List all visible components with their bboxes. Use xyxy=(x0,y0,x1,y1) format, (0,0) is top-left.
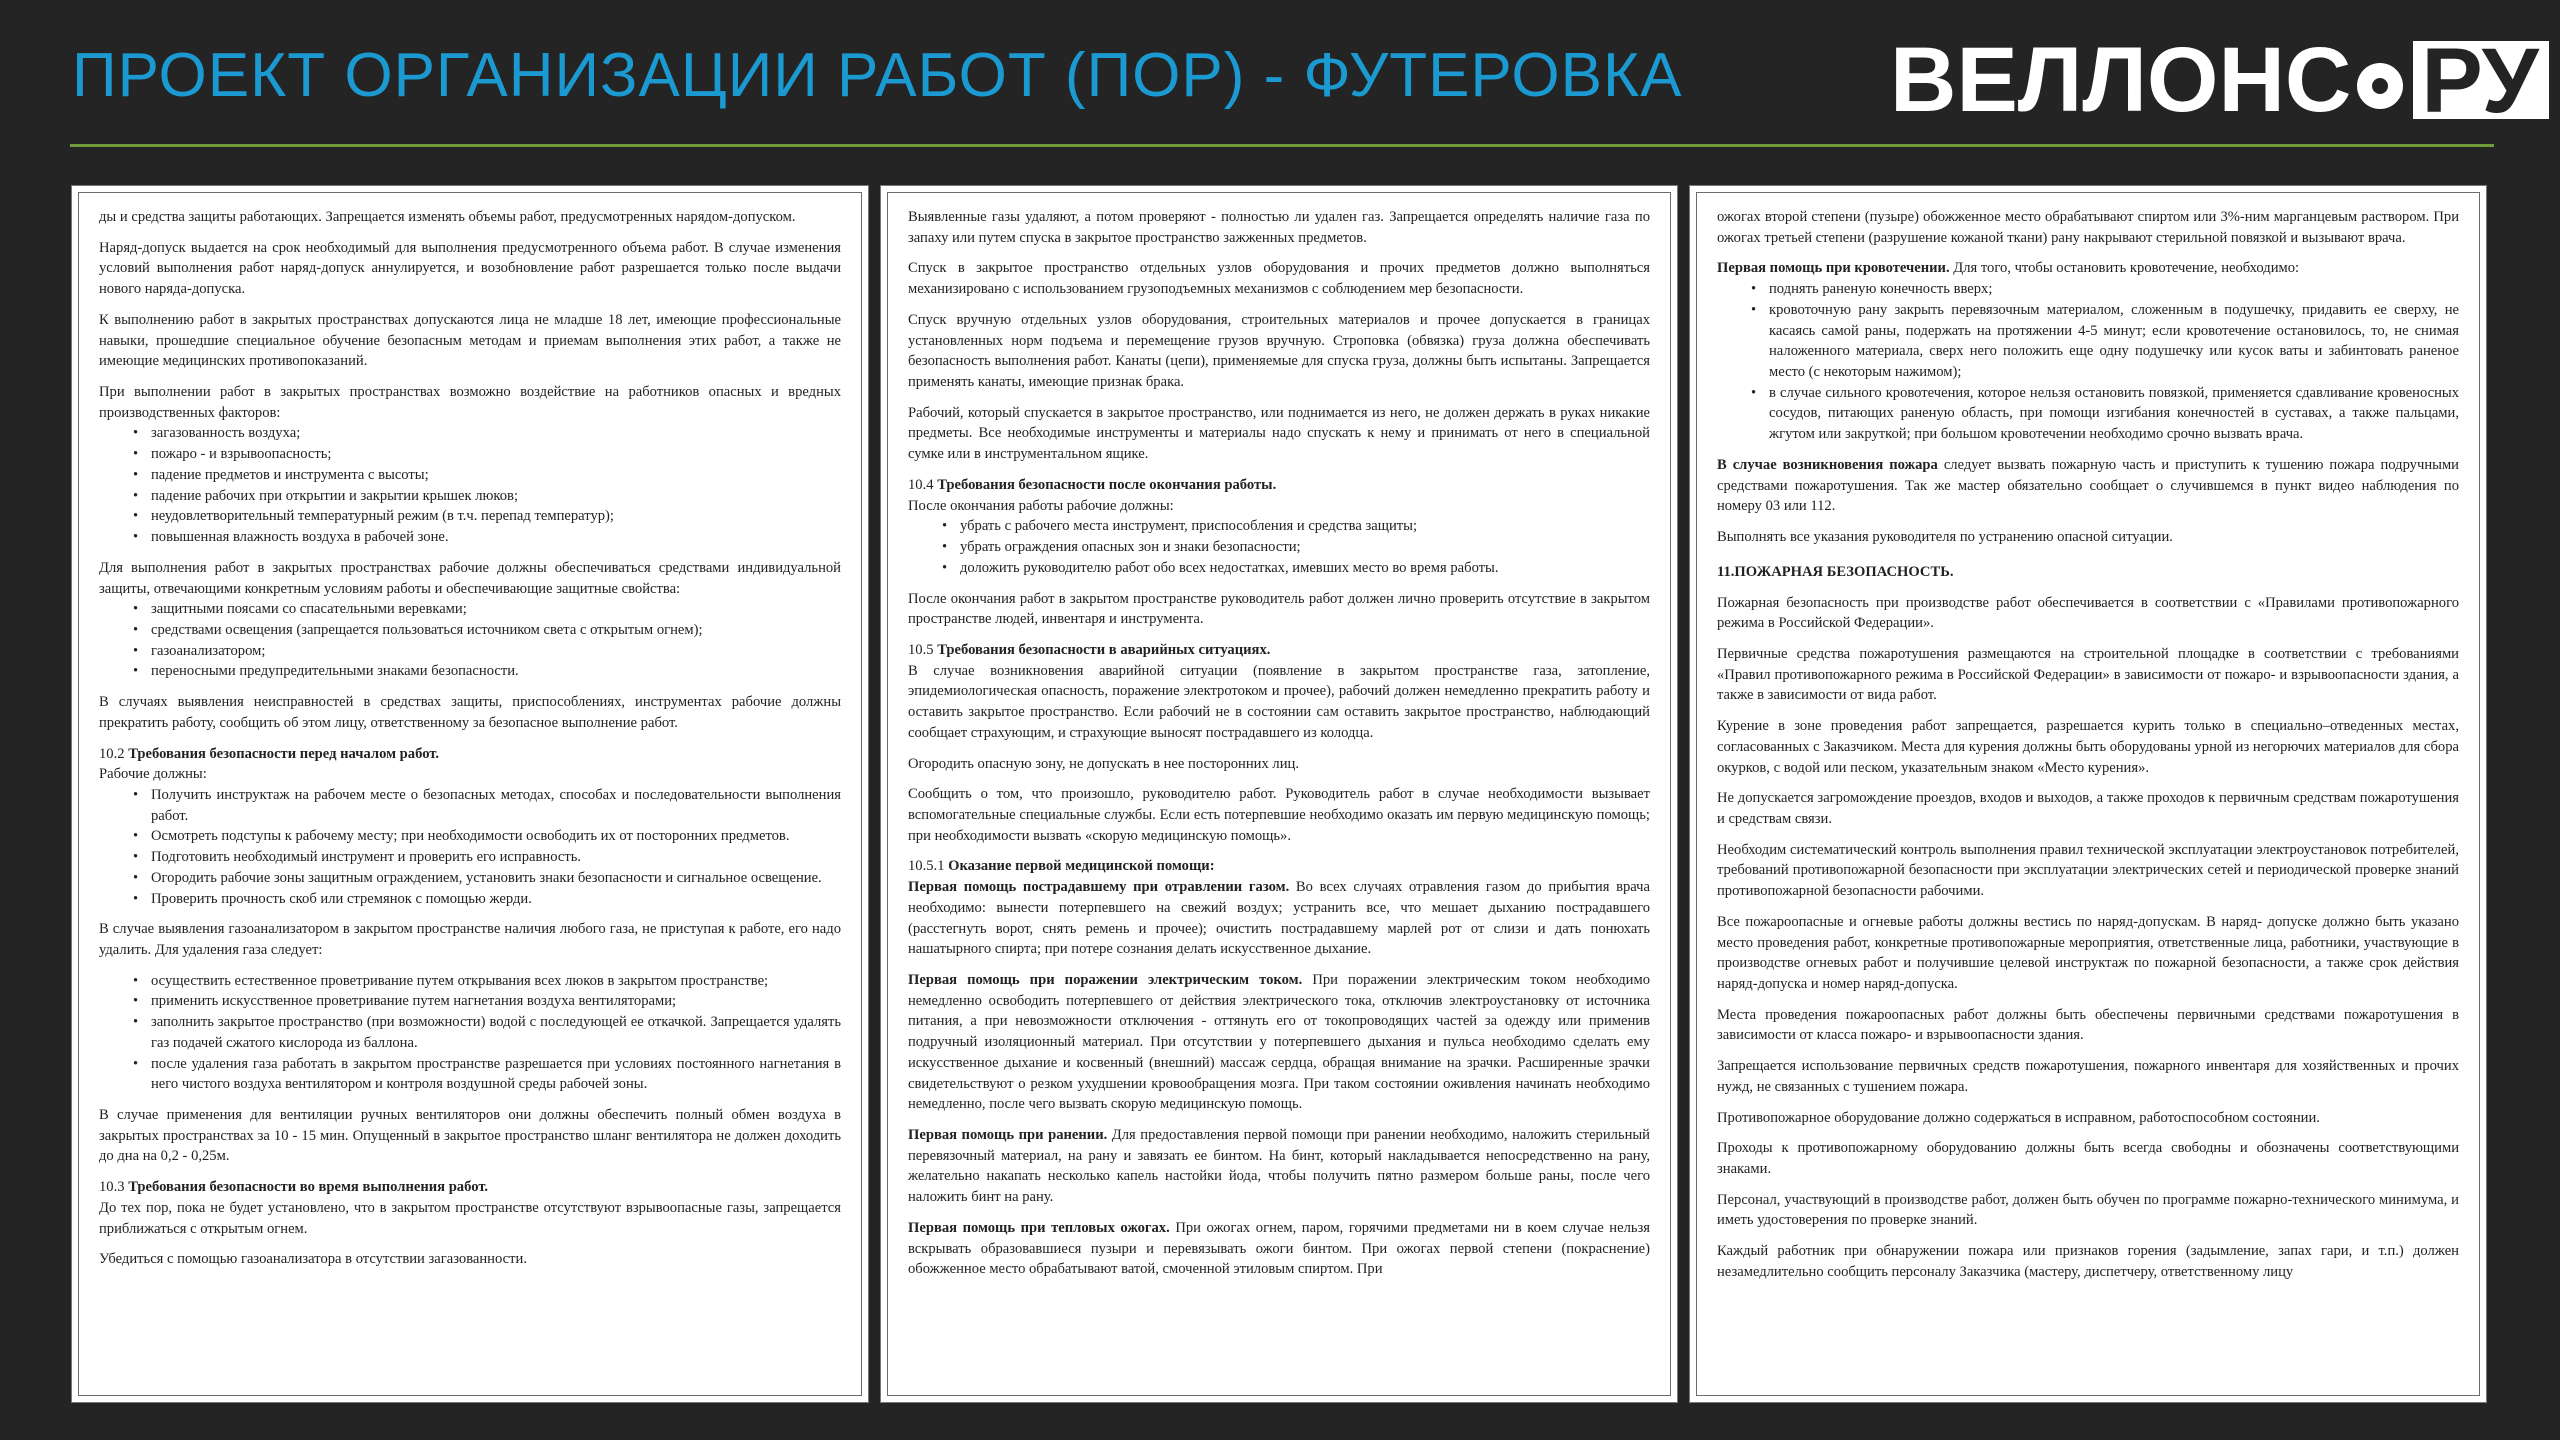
paragraph: При выполнении работ в закрытых пространствах возможно воздействие на работников опасных и вредных производственных факторов: xyxy=(99,384,841,421)
paragraph: ды и средства защиты работающих. Запрещается изменять объемы работ, предусмотренных нарядом-допуском. xyxy=(99,209,796,225)
paragraph xyxy=(908,877,1650,960)
list-item: • неудовлетворительный температурный режим (в т.ч. перепад температур); xyxy=(99,506,841,527)
list-item: • переносными предупредительными знаками безопасности. xyxy=(99,661,841,682)
list-item: • доложить руководителю работ обо всех недостатках, имевших место во время работы. xyxy=(908,558,1650,579)
header-divider xyxy=(70,144,2494,147)
bullet-list xyxy=(908,516,1650,578)
section-heading xyxy=(908,475,1650,496)
paragraph: Рабочий, который спускается в закрытое пространство, или поднимается из него, не должен держать в руках никакие предметы. Все необходимые инструменты и материалы надо спускать к нему и принимать от него в специальной сумке или в инструментальном ящике. xyxy=(908,404,1650,463)
paragraph: Курение в зоне проведения работ запрещается, разрешается курить только в специально–отведенных местах, согласованных с Заказчиком. Места для курения должны быть оборудованы урной из негорючих материалов для сбора окурков, с водой или песком, указательным знаком «Место курения». xyxy=(1717,718,2459,776)
paragraph: До тех пор, пока не будет установлено, что в закрытом пространстве отсутствуют взрывоопасные газы, запрещается приближаться с открытым огнем. xyxy=(99,1199,841,1237)
paragraph: Места проведения пожароопасных работ должны быть обеспечены первичными средствами пожаротушения в зависимости от класса пожаро- и взрывоопасности здания. xyxy=(1717,1006,2459,1044)
list-item: • заполнить закрытое пространство (при возможности) водой с последующей ее откачкой. Запрещается удалять газ подачей сжатого кислорода из баллона. xyxy=(99,1012,841,1053)
paragraph xyxy=(908,1218,1650,1280)
page-title: ПРОЕКТ ОРГАНИЗАЦИИ РАБОТ (ПОР) - ФУТЕРОВКА xyxy=(72,41,1683,110)
paragraph-text: При поражении электрическим током необходимо немедленно освободить потерпевшего от действия электрического тока, отключив электроустановку от источника питания, а при невозможности отключения - оттянуть его от токопроводящих частей за одежду или применив подручный изоляционный материал. При отсутствии у потерпевшего дыхания и пульса необходимо сделать ему искусственное дыхание и косвенный (внешний) массаж сердца, обращая внимание на зрачки. Расширенные зрачки свидетельствуют о резком ухудшении кровообращения мозга. При таком состоянии оживления начинать необходимо немедленно, после чего вызвать скорую медицинскую помощь. xyxy=(908,972,1651,1113)
paragraph: В случаях выявления неисправностей в средствах защиты, приспособлениях, инструментах рабочие должны прекратить работу, сообщить об этом лицу, ответственному за безопасное выполнение работ. xyxy=(99,694,841,731)
section-title: Оказание первой медицинской помощи: xyxy=(948,858,1215,875)
paragraph: После окончания работ в закрытом пространстве руководитель работ должен лично проверить отсутствие в закрытом пространстве людей, инвентаря и инструмента. xyxy=(908,590,1650,628)
paragraph: Огородить опасную зону, не допускать в нее посторонних лиц. xyxy=(908,755,1299,772)
paragraph: Рабочие должны: xyxy=(99,766,207,783)
paragraph xyxy=(908,970,1650,1115)
list-item: • Подготовить необходимый инструмент и проверить его исправность. xyxy=(99,847,841,868)
paragraph: Запрещается использование первичных средств пожаротушения, пожарного инвентаря для хозяйственных и прочих нужд, не связанных с тушением пожара. xyxy=(1717,1058,2459,1095)
paragraph: В случае применения для вентиляции ручных вентиляторов они должны обеспечить полный обмен воздуха в закрытых пространствах за 10 - 15 мин. Опущенный в закрытое пространство шланг вентилятора не должен доходить до дна на 0,2 - 0,25м. xyxy=(99,1107,841,1165)
paragraph-lead: Первая помощь пострадавшему при отравлении газом. xyxy=(908,879,1290,896)
paragraph-text: следует вызвать пожарную часть и приступить к тушению пожара подручными средствами пожаротушения. Так же мастер обязательно сообщает о случившемся в пункт видео наблюдения по номеру 03 или 112. xyxy=(1717,456,2459,515)
paragraph: Для выполнения работ в закрытых пространствах рабочие должны обеспечиваться средствами индивидуальной защиты, отвечающими конкретным условиям работы и обеспечивающие защитные свойства: xyxy=(99,559,841,597)
paragraph: Сообщить о том, что произошло, руководителю работ. Руководитель работ в случае необходимости вызывает вспомогательные специальные службы. Если есть потерпевшие необходимо оказать им первую медицинскую помощь; при необходимости вызвать «скорую медицинскую помощь». xyxy=(908,786,1650,844)
list-item: • пожаро - и взрывоопасность; xyxy=(99,444,841,465)
paragraph-text: Для предоставления первой помощи при ранении необходимо, наложить стерильный перевязочный материал, на рану и завязать ее бинтом. На бинт, который накладывается непосредственно на рану, желательно накапать несколько капель настойки йода, чтобы получить пятно размером больше раны, после чего наложить бинт на рану. xyxy=(908,1127,1650,1206)
paragraph-text: Во всех случаях отравления газом до прибытия врача необходимо: вынести потерпевшего на свежий воздух; устранить все, что мешает дыханию пострадавшего (расстегнуть ворот, снять ремень и прочее); очистить пострадавшему марлей рот от слизи и дать понюхать нашатырного спирта; при потере сознания делать искусственное дыхание. xyxy=(908,879,1650,958)
section-number: 10.3 xyxy=(99,1179,129,1196)
list-item: • поднять раненую конечность вверх; xyxy=(1717,279,2459,300)
paragraph: К выполнению работ в закрытых пространствах допускаются лица не младше 18 лет, имеющие профессиональные навыки, прошедшие специальное обучение безопасным методам и приемам выполнения этих работ, а также не имеющие медицинских противопоказаний. xyxy=(99,311,841,370)
paragraph-lead: Первая помощь при поражении электрическим током. xyxy=(908,972,1303,988)
section-title: 11.ПОЖАРНАЯ БЕЗОПАСНОСТЬ. xyxy=(1717,563,1954,580)
paragraph: Первичные средства пожаротушения размещаются на строительной площадке в соответствии с требованиями «Правил противопожарного режима в Российской Федерации» в зависимости от пожаро- и взрывоопасности здания, а также в зависимости от вида работ. xyxy=(1717,645,2459,704)
paragraph: Все пожароопасные и огневые работы должны вестись по наряд-допускам. В наряд- допуске должно быть указано место проведения работ, конкретные противопожарные мероприятия, ответственные лица, работники, участвующие в производстве огневых работ и получившие целевой инструктаж по пожарной безопасности, а также срок действия наряд-допуска и номер наряд-допуска. xyxy=(1717,913,2459,992)
logo-dot-icon xyxy=(2357,63,2403,109)
list-item: • падение рабочих при открытии и закрытии крышек люков; xyxy=(99,486,841,507)
paragraph: Противопожарное оборудование должно содержаться в исправном, работоспособном состоянии. xyxy=(1717,1109,2320,1126)
section-title: Требования безопасности во время выполнения работ. xyxy=(128,1179,489,1196)
list-item: • Получить инструктаж на рабочем месте о безопасных методах, способах и последовательности выполнения работ. xyxy=(99,785,841,826)
list-item: • осуществить естественное проветривание путем открывания всех люков в закрытом пространстве; xyxy=(99,971,841,992)
list-item: • Осмотреть подступы к рабочему месту; при необходимости освободить их от посторонних предметов. xyxy=(99,826,841,847)
section-title: Требования безопасности после окончания работы. xyxy=(937,476,1277,493)
list-item: • повышенная влажность воздуха в рабочей зоне. xyxy=(99,527,841,548)
list-item: • Проверить прочность скоб или стремянок с помощью жерди. xyxy=(99,889,841,910)
list-item: • Огородить рабочие зоны защитным ограждением, установить знаки безопасности и сигнальное освещение. xyxy=(99,868,841,889)
bullet-list xyxy=(99,785,841,909)
paragraph: Наряд-допуск выдается на срок необходимый для выполнения предусмотренного объема работ. В случае изменения условий выполнения работ наряд-допуск аннулируется, и возобновление работ разрешается только после выдачи нового наряда-допуска. xyxy=(99,239,841,298)
brand-logo[interactable] xyxy=(1890,28,2549,132)
paragraph: Необходим систематический контроль выполнения правил технической эксплуатации электроустановок потребителей, требований противопожарной безопасности при эксплуатации электрических сетей и периодической проверке знаний противопожарной безопасности рабочими. xyxy=(1717,841,2459,900)
paragraph: В случае возникновения аварийной ситуации (появление в закрытом пространстве газа, затопление, эпидемиологическая опасность, поражение электротоком и прочее), рабочий должен немедленно прекратить работу и оставить закрытое пространство. Если рабочий не в состоянии сам оставить закрытое пространство, наблюдающий сообщает страхующим, и страхующие выносят пострадавшего из колодца. xyxy=(908,662,1650,741)
paragraph-lead: Первая помощь при ранении. xyxy=(908,1127,1108,1144)
list-item: • после удаления газа работать в закрытом пространстве разрешается при условиях постоянного нагнетания в него чистого воздуха вентилятором и контроля воздушной среды рабочей зоны. xyxy=(99,1054,841,1095)
bullet-list xyxy=(1717,279,2459,445)
paragraph xyxy=(1717,258,2459,279)
paragraph-lead: В случае возникновения пожара xyxy=(1717,456,1938,473)
section-heading xyxy=(908,640,1650,661)
paragraph: Убедиться с помощью газоанализатора в отсутствии загазованности. xyxy=(99,1251,527,1268)
paragraph: Выявленные газы удаляют, а потом проверяют - полностью ли удален газ. Запрещается определять наличие газа по запаху или путем спуска в закрытое пространство зажженных предметов. xyxy=(908,209,1650,246)
section-heading xyxy=(99,1177,841,1198)
section-title: Требования безопасности перед началом работ. xyxy=(128,745,440,762)
paragraph: Каждый работник при обнаружении пожара или признаков горения (задымление, запах гари, и т.п.) должен незамедлительно сообщить персоналу Заказчика (мастеру, диспетчеру, ответственному лицу xyxy=(1717,1243,2459,1280)
bullet-list xyxy=(99,971,841,1095)
paragraph: Выполнять все указания руководителя по устранению опасной ситуации. xyxy=(1717,529,2173,546)
section-heading xyxy=(908,856,1650,877)
list-item: • средствами освещения (запрещается пользоваться источником света с открытым огнем); xyxy=(99,620,841,641)
paragraph: Проходы к противопожарному оборудованию должны быть всегда свободны и обозначены соответствующими знаками. xyxy=(1717,1140,2459,1178)
paragraph: ожогах второй степени (пузыре) обожженное место обрабатывают спиртом или 3%-ним марганцевым раствором. При ожогах третьей степени (разрушение кожаной ткани) рану накрывают стерильной повязкой и вызывают врача. xyxy=(1717,209,2459,246)
paragraph: После окончания работы рабочие должны: xyxy=(908,497,1174,514)
list-item: • применить искусственное проветривание путем нагнетания воздуха вентиляторами; xyxy=(99,991,841,1012)
section-number: 10.5 xyxy=(908,641,938,658)
section-title: Требования безопасности в аварийных ситуациях. xyxy=(937,641,1271,658)
bullet-list xyxy=(99,599,841,682)
list-item: • загазованность воздуха; xyxy=(99,423,841,444)
paragraph: Не допускается загромождение проездов, входов и выходов, а также проходов к первичным средствам пожаротушения и средствам связи. xyxy=(1717,790,2459,827)
paragraph-text: Для того, чтобы остановить кровотечение, необходимо: xyxy=(1949,260,2300,277)
section-number: 10.5.1 xyxy=(908,858,949,875)
paragraph: Спуск в закрытое пространство отдельных узлов оборудования и прочих предметов должно выполняться механизировано с использованием грузоподъемных механизмов с соблюдением мер безопасности. xyxy=(908,260,1650,298)
document-page-2 xyxy=(881,186,1677,1402)
section-number: 10.2 xyxy=(99,745,129,762)
paragraph: Персонал, участвующий в производстве работ, должен быть обучен по программе пожарно-технического минимума, и иметь удостоверения по проверке знаний. xyxy=(1717,1191,2459,1229)
paragraph xyxy=(1717,455,2459,517)
list-item: • убрать ограждения опасных зон и знаки безопасности; xyxy=(908,537,1650,558)
paragraph: В случае выявления газоанализатором в закрытом пространстве наличия любого газа, не приступая к работе, его надо удалить. Для удаления газа следует: xyxy=(99,921,841,958)
section-number: 10.4 xyxy=(908,476,938,493)
paragraph-text: При ожогах огнем, паром, горячими предметами ни в коем случае нельзя вскрывать образовавшиеся пузыри и перевязывать ожоги бинтом. При ожогах первой степени (покраснение) обожженное место обрабатывают ватой, смоченной этиловым спиртом. При xyxy=(908,1219,1651,1278)
logo-domain: РУ xyxy=(2413,41,2548,119)
document-page-3 xyxy=(1690,186,2486,1402)
document-page-1 xyxy=(72,186,868,1402)
list-item: • падение предметов и инструмента с высоты; xyxy=(99,465,841,486)
list-item: • защитными поясами со спасательными веревками; xyxy=(99,599,841,620)
section-heading xyxy=(99,744,841,765)
list-item: • в случае сильного кровотечения, которое нельзя остановить повязкой, применяется сдавливание кровеносных сосудов, питающих раненую область, при помощи изгибания конечностей в суставах, а также пальцами, жгутом или закруткой; при большом кровотечении необходимо срочно вызвать врача. xyxy=(1717,383,2459,445)
list-item: • кровоточную рану закрыть перевязочным материалом, сложенным в подушечку, придавить ее сверху, не касаясь самой раны, подержать на протяжении 4-5 минут; если кровотечение остановилось, то, не снимая наложенного материала, сверх него положить еще одну подушечку или кусок ваты и забинтовать раненое место (с некоторым нажимом); xyxy=(1717,300,2459,383)
paragraph xyxy=(908,1125,1650,1208)
paragraph: Пожарная безопасность при производстве работ обеспечивается в соответствии с «Правилами противопожарного режима в Российской Федерации». xyxy=(1717,594,2459,632)
list-item: • убрать с рабочего места инструмент, приспособления и средства защиты; xyxy=(908,516,1650,537)
bullet-list xyxy=(99,423,841,547)
paragraph-lead: Первая помощь при кровотечении. xyxy=(1717,260,1950,277)
paragraph: Спуск вручную отдельных узлов оборудования, строительных материалов и прочее допускается в границах установленных норм подъема и перемещение грузов вручную. Строповка (обвязка) груза должна обеспечивать безопасность выполнения работ. Канаты (цепи), применяемые для спуска груза, должны быть испытаны. Запрещается применять канаты, имеющие признак брака. xyxy=(908,311,1650,391)
list-item: • газоанализатором; xyxy=(99,641,841,662)
logo-text: ВЕЛЛОНС xyxy=(1890,28,2352,131)
paragraph-lead: Первая помощь при тепловых ожогах. xyxy=(908,1219,1170,1236)
